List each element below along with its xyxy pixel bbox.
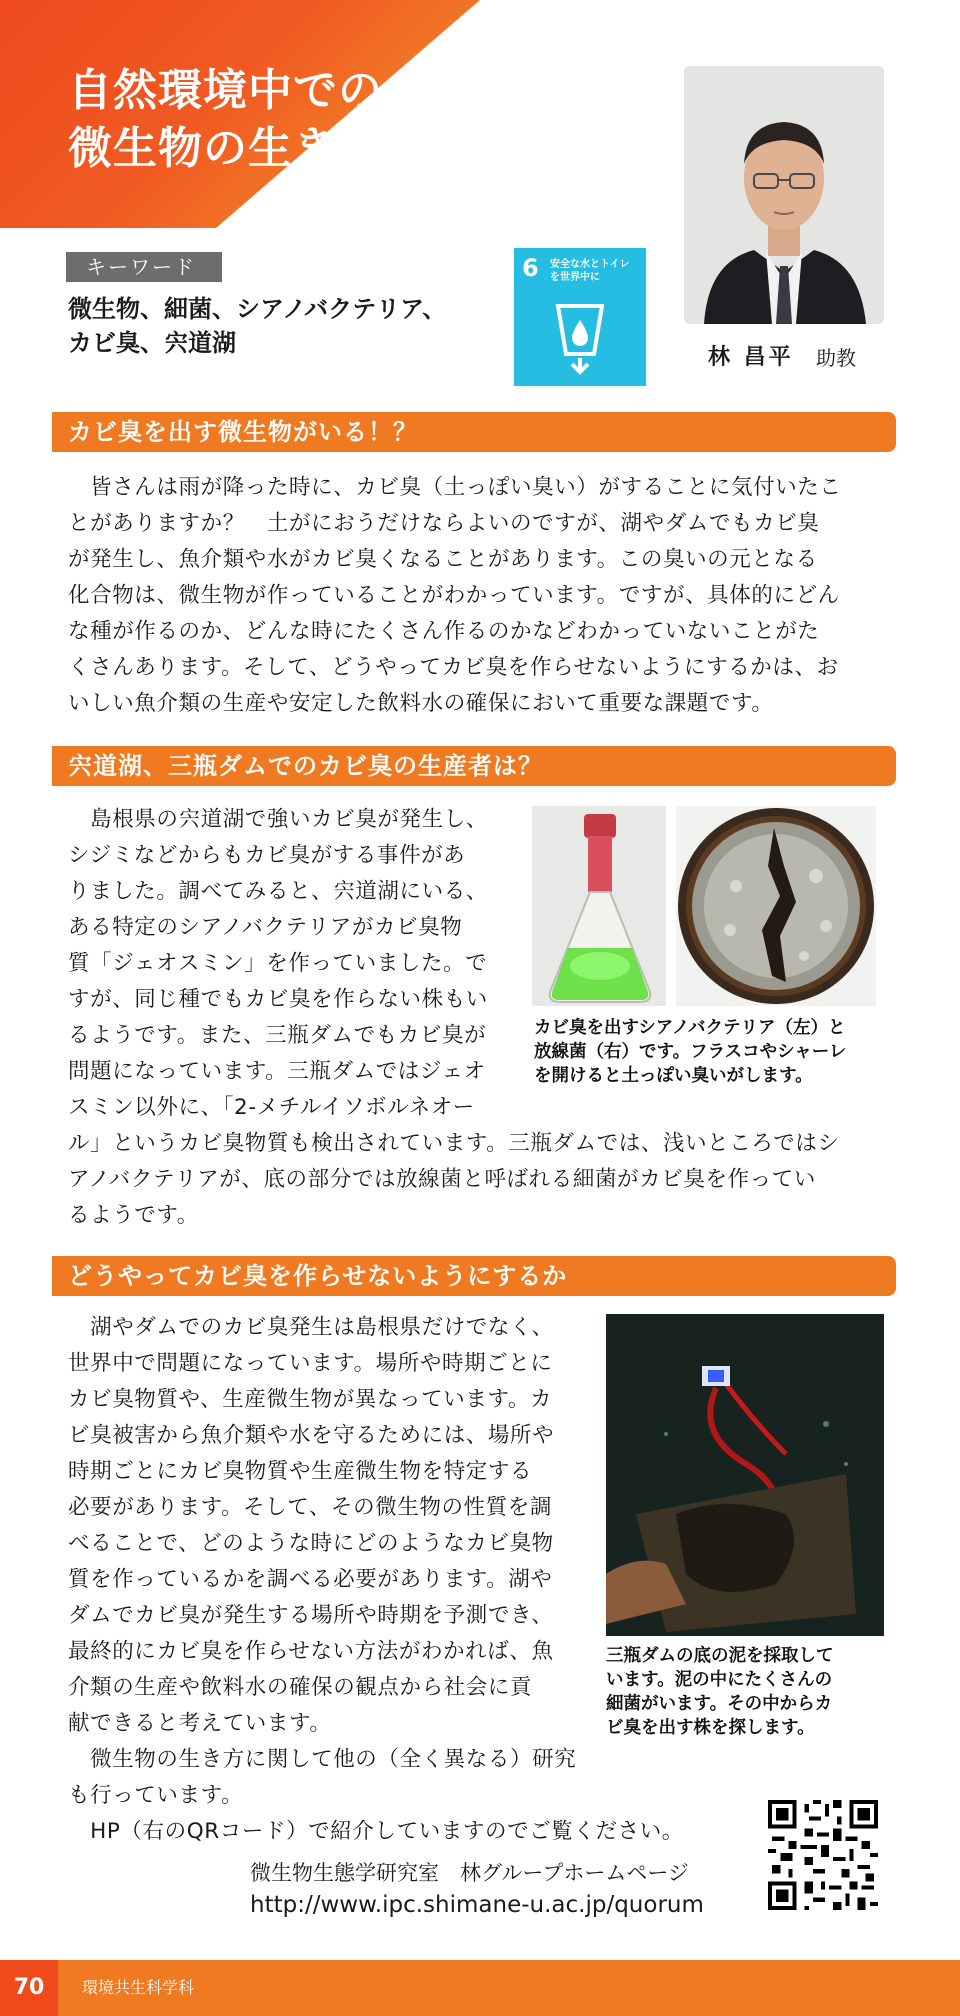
- caption-line: カビ臭を出すシアノバクテリア（左）と: [534, 1018, 846, 1038]
- text-line: ある特定のシアノバクテリアがカビ臭物: [68, 915, 463, 940]
- text-line: るようです。: [68, 1203, 199, 1228]
- keyword-line-2: カビ臭、宍道湖: [68, 329, 236, 357]
- text-line: ダムでカビ臭が発生する場所や時期を予測でき、: [68, 1603, 554, 1628]
- keyword-line-1: 微生物、細菌、シアノバクテリア、: [68, 295, 447, 323]
- page-title-line-2: 微生物の生き方を知る: [68, 123, 518, 174]
- text-line: 微生物の生き方に関して他の（全く異なる）研究: [68, 1747, 577, 1772]
- text-line: カビ臭物質や、生産微生物が異なっています。カ: [68, 1387, 553, 1412]
- mud-sampling-photo: [606, 1314, 884, 1636]
- text-line: HP（右のQRコード）で紹介していますのでご覧ください。: [68, 1819, 684, 1844]
- figure-caption-1: [534, 1016, 846, 1088]
- caption-line: ビ臭を出す株を探します。: [606, 1718, 815, 1738]
- department-name: 環境共生科学科: [82, 1978, 195, 1997]
- caption-line: 放線菌（右）です。フラスコやシャーレ: [534, 1042, 847, 1062]
- researcher-name: 林 昌平: [708, 345, 794, 370]
- text-line: が発生し、魚介類や水がカビ臭くなることがあります。この臭いの元となる: [68, 547, 818, 572]
- text-line: 島根県の宍道湖で強いカビ臭が発生し、: [68, 807, 488, 832]
- caption-line: います。泥の中にたくさんの: [606, 1670, 833, 1690]
- page-number: 70: [0, 1960, 58, 2016]
- sdg-label-line-2: を世界中に: [550, 272, 600, 283]
- sdg-6-badge: [514, 248, 646, 386]
- text-line: るようです。また、三瓶ダムでもカビ臭が: [68, 1023, 487, 1048]
- text-line: 化合物は、微生物が作っていることがわかっています。ですが、具体的にどん: [68, 583, 840, 608]
- keyword-list: [68, 292, 498, 360]
- text-line: 湖やダムでのカビ臭発生は島根県だけでなく、: [68, 1315, 554, 1340]
- lab-homepage-label: 微生物生態学研究室 林グループホームページ: [250, 1861, 689, 1885]
- text-line: 最終的にカビ臭を作らせない方法がわかれば、魚: [68, 1639, 554, 1664]
- text-line: 世界中で問題になっています。場所や時期ごとに: [68, 1351, 553, 1376]
- text-line: スミン以外に、「2-メチルイソボルネオー: [68, 1095, 475, 1120]
- water-glass-icon: [554, 302, 606, 376]
- figure-caption-2: [606, 1644, 834, 1740]
- page-footer: [0, 1960, 960, 2016]
- text-line: も行っています。: [68, 1783, 244, 1808]
- text-line: いしい魚介類の生産や安定した飲料水の確保において重要な課題です。: [68, 691, 774, 716]
- text-line: な種が作るのか、どんな時にたくさん作るのかなどわかっていないことがた: [68, 619, 820, 644]
- caption-line: 三瓶ダムの底の泥を採取して: [606, 1646, 834, 1666]
- sdg-label: [550, 258, 640, 284]
- text-line: 皆さんは雨が降った時に、カビ臭（土っぽい臭い）がすることに気付いたこ: [68, 475, 842, 500]
- text-line: りました。調べてみると、宍道湖にいる、: [68, 879, 488, 904]
- text-line: すが、同じ種でもカビ臭を作らない株もい: [68, 987, 488, 1012]
- sdg-label-line-1: 安全な水とトイレ: [550, 259, 630, 270]
- text-line: 問題になっています。三瓶ダムではジェオ: [68, 1059, 486, 1084]
- flask-photo: [532, 806, 666, 1006]
- lab-homepage-url[interactable]: http://www.ipc.shimane-u.ac.jp/quorum: [250, 1892, 704, 1918]
- caption-line: 細菌がいます。その中からカ: [606, 1694, 833, 1714]
- text-line: ル」というカビ臭物質も検出されています。三瓶ダムでは、浅いところではシ: [68, 1131, 840, 1156]
- text-line: 質を作っているかを調べる必要があります。湖や: [68, 1567, 553, 1592]
- page-title: [68, 62, 518, 178]
- text-line: 介類の生産や飲料水の確保の観点から社会に貢: [68, 1675, 533, 1700]
- researcher-rank: 助教: [816, 346, 856, 370]
- page-title-line-1: 自然環境中での: [68, 65, 383, 116]
- section-heading-2: 宍道湖、三瓶ダムでのカビ臭の生産者は？: [52, 746, 896, 786]
- text-line: くさんあります。そして、どうやってカビ臭を作らせないようにするかは、お: [68, 655, 839, 680]
- text-line: とがありますか？ 土がにおうだけならよいのですが、湖やダムでもカビ臭: [68, 511, 820, 536]
- text-line: べることで、どのような時にどのようなカビ臭物: [68, 1531, 554, 1556]
- qr-code-icon[interactable]: [764, 1796, 882, 1914]
- keyword-label: キーワード: [66, 252, 222, 282]
- text-line: シジミなどからもカビ臭がする事件があ: [68, 843, 466, 868]
- sdg-number: 6: [522, 254, 539, 282]
- section-heading-3: どうやってカビ臭を作らせないようにするか: [52, 1256, 896, 1296]
- text-line: ビ臭被害から魚介類や水を守るためには、場所や: [68, 1423, 555, 1448]
- petri-dish-photo: [676, 806, 876, 1006]
- section-1-body: [68, 470, 842, 722]
- caption-line: を開けると土っぽい臭いがします。: [534, 1066, 813, 1086]
- text-line: 必要があります。そして、その微生物の性質を調: [68, 1495, 553, 1520]
- text-line: 時期ごとにカビ臭物質や生産微生物を特定する: [68, 1459, 533, 1484]
- text-line: アノバクテリアが、底の部分では放線菌と呼ばれる細菌がカビ臭を作ってい: [68, 1167, 816, 1192]
- text-line: 献できると考えています。: [68, 1711, 332, 1736]
- section-3-body: [68, 1310, 684, 1850]
- text-line: 質「ジェオスミン」を作っていました。で: [68, 951, 488, 976]
- section-heading-1: カビ臭を出す微生物がいる！？: [52, 412, 896, 452]
- profile-photo: [684, 66, 884, 324]
